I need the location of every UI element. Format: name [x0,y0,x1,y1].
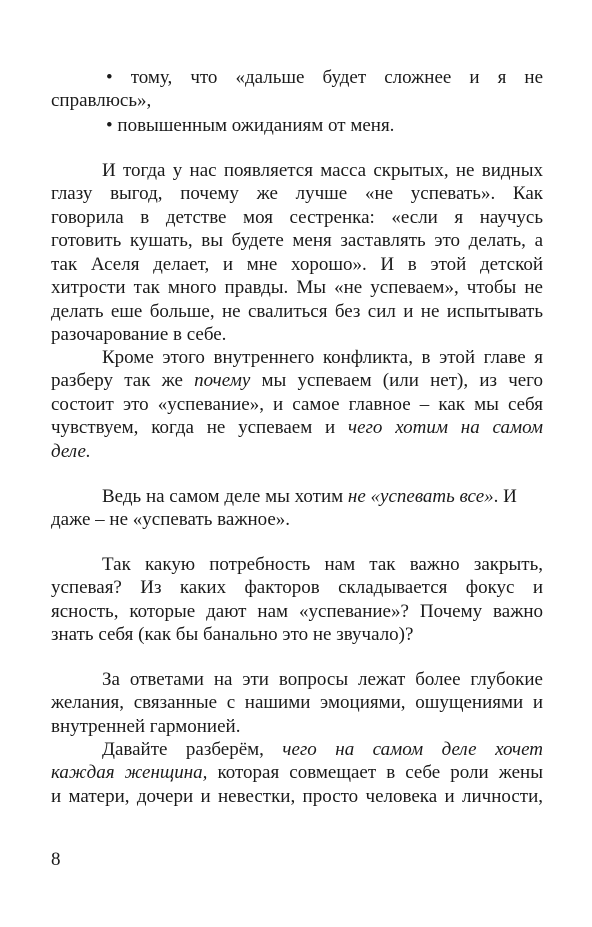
text-segment: справлюсь», [51,90,152,111]
text-line [51,416,543,440]
text-line [51,253,543,277]
text-segment: хитрости так много правды. Мы «не успеваем», чтобы не [51,277,543,298]
text-segment: глазу выгод, почему же лучше «не успевать». Как [51,183,543,204]
text-line [106,114,543,138]
italic-text: деле. [51,441,91,462]
text-segment: • повышенным ожиданиям от меня. [106,115,395,136]
text-segment: и матери, дочери и невестки, просто человека и личности, [51,786,543,807]
text-segment: успевая? Из каких факторов складывается фокус и [51,577,543,598]
text-segment: • тому, что «дальше будет сложнее и я не [106,67,543,88]
text-line [51,508,543,532]
text-segment: Кроме этого внутреннего конфликта, в этой главе я [102,347,543,368]
text-line [51,785,543,809]
text-segment: Так какую потребность нам так важно закрыть, [102,554,543,575]
text-segment: мы успеваем (или нет), из чего [250,370,543,391]
text-segment: внутренней гармонией. [51,716,241,737]
text-segment: чувствуем, когда не успеваем и [51,417,349,438]
text-line [51,369,543,393]
text-segment: готовить кушать, вы будете меня заставлять это делать, а [51,230,543,251]
text-segment: ясность, которые дают нам «успевание»? Почему важно [51,601,543,622]
text-segment: Ведь на самом деле мы хотим [102,486,348,507]
text-segment: За ответами на эти вопросы лежат более глубокие [102,669,543,690]
text-segment: разберу так же [51,370,195,391]
text-segment: которая совмещает в себе роли жены [207,762,543,783]
text-segment: . И [493,486,517,507]
text-line [51,300,543,324]
text-line [51,715,543,739]
text-line [102,159,543,183]
text-line [102,346,543,370]
text-segment: знать себя (как бы банально это не звучало)? [51,624,414,645]
italic-text: чего на самом деле хочет [282,739,543,760]
italic-text: не «успевать все» [347,486,494,507]
text-line [51,229,543,253]
italic-text: каждая женщина, [51,762,208,783]
text-line [51,576,543,600]
text-line [51,182,543,206]
text-segment: желания, связанные с нашими эмоциями, ошущениями и [51,692,543,713]
text-segment: состоит это «успевание», и самое главное – как мы себя [51,394,543,415]
text-segment: Давайте разберём, [102,739,283,760]
text-line [102,553,543,577]
text-line [51,393,543,417]
italic-text: почему [194,370,251,391]
text-segment: делать еше больше, не свалиться без сил и не испытывать [51,301,543,322]
text-segment: так Аселя делает, и мне хорошо». И в этой детской [51,254,543,275]
text-line [102,738,543,762]
text-line [51,276,543,300]
text-line [51,600,543,624]
text-line [102,485,543,509]
text-line [51,440,543,464]
text-line [106,66,543,90]
text-segment: даже – не «успевать важное». [51,509,291,530]
text-line [51,623,543,647]
text-line [51,89,543,113]
text-segment: разочарование в себе. [51,324,227,345]
text-segment: говорила в детстве моя сестренка: «если я научусь [51,207,543,228]
text-line [102,668,543,692]
text-line [51,761,543,785]
text-line [51,691,543,715]
text-line [51,323,543,347]
text-line [51,206,543,230]
text-segment: И тогда у нас появляется масса скрытых, не видных [102,160,543,181]
page-number: 8 [51,849,61,870]
italic-text: чего хотим на самом [348,417,543,438]
